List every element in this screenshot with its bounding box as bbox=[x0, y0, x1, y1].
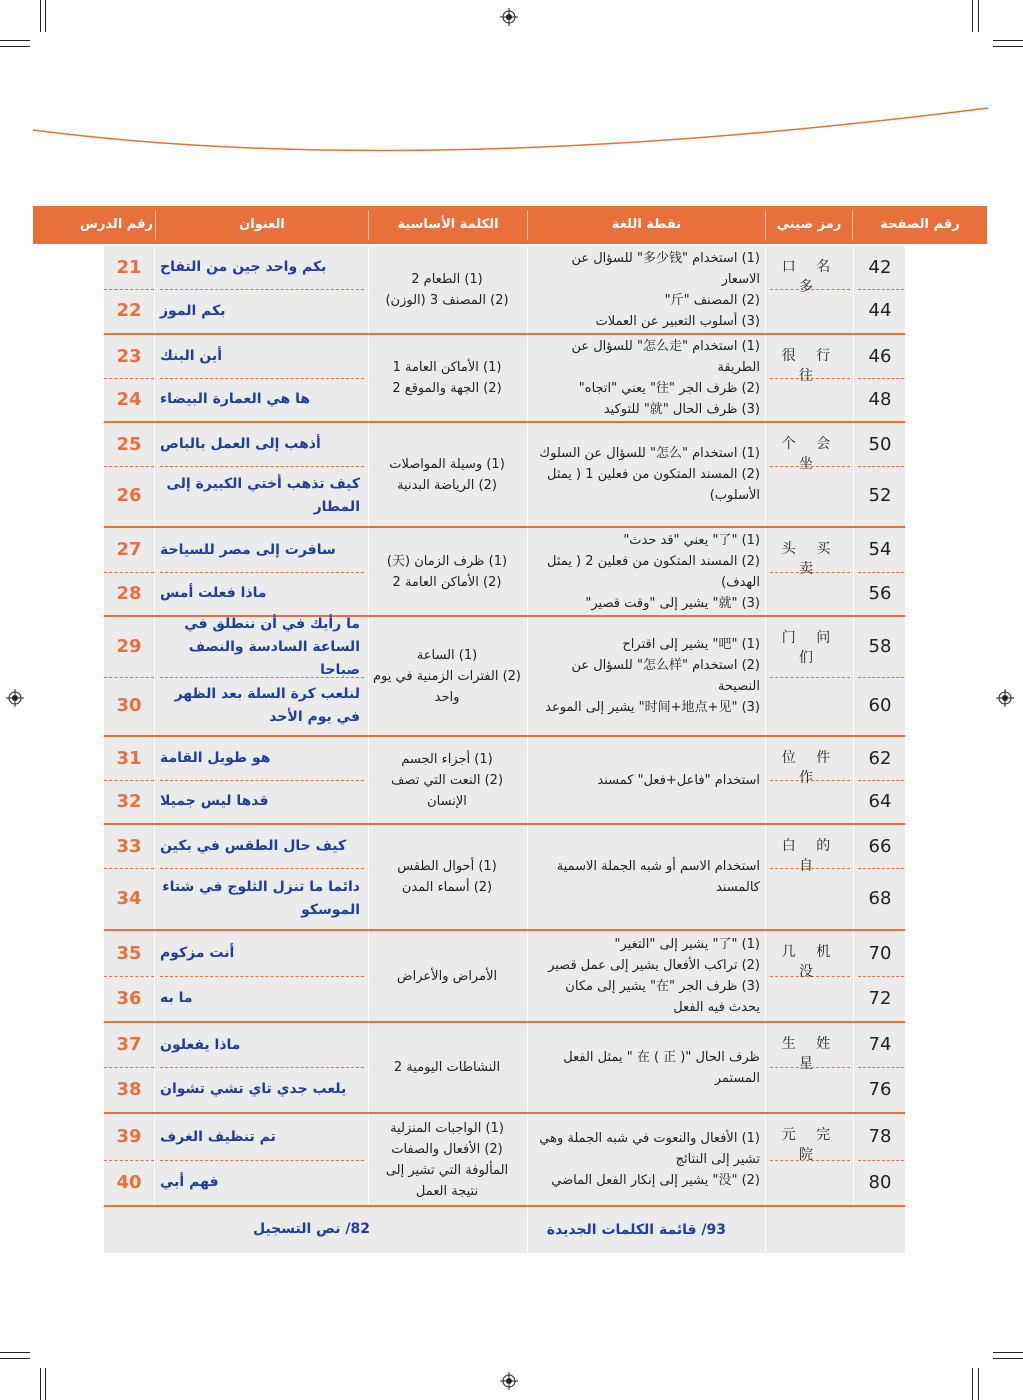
column-divider bbox=[527, 528, 528, 615]
footer-recording-text[interactable]: 82/ نص التسجيل bbox=[252, 1221, 370, 1237]
column-divider bbox=[527, 825, 528, 929]
lesson-number: 23 bbox=[116, 345, 142, 367]
lesson-title[interactable]: هو طويل القامة bbox=[160, 750, 271, 766]
keyword-cell: (1) وسيلة المواصلات (2) الرياضة البدنية bbox=[389, 456, 505, 493]
header-chinese: رمز صيني bbox=[776, 217, 842, 232]
lesson-title[interactable]: قدها ليس جميلا bbox=[160, 793, 269, 809]
column-divider bbox=[154, 1114, 155, 1205]
column-divider bbox=[154, 825, 155, 929]
lesson-title[interactable]: يلعب جدي تاي تشي تشوان bbox=[160, 1081, 347, 1097]
decorative-curve bbox=[0, 100, 1023, 170]
crop-mark bbox=[993, 46, 1023, 47]
column-divider bbox=[853, 423, 854, 526]
column-divider bbox=[368, 737, 369, 823]
lesson-title[interactable]: بكم الموز bbox=[160, 302, 226, 319]
page-number: 50 bbox=[868, 433, 892, 455]
crop-mark bbox=[993, 40, 1023, 41]
column-divider bbox=[154, 335, 155, 421]
column-divider bbox=[765, 737, 766, 823]
keyword-cell: الأمراض والأعراض bbox=[396, 968, 498, 984]
row-separator bbox=[858, 378, 904, 379]
column-divider bbox=[368, 931, 369, 1021]
row-separator bbox=[104, 289, 154, 290]
table-header bbox=[33, 206, 987, 244]
lesson-title[interactable]: ما به bbox=[160, 990, 193, 1006]
row-separator bbox=[858, 572, 904, 573]
column-divider bbox=[527, 1207, 528, 1253]
chinese-characters: 位 件 作 bbox=[781, 750, 839, 786]
registration-mark-icon bbox=[500, 8, 518, 26]
column-divider bbox=[154, 528, 155, 615]
row-separator bbox=[858, 1160, 904, 1161]
column-divider bbox=[154, 246, 155, 333]
lesson-title[interactable]: بكم واحد جين من التفاح bbox=[160, 259, 327, 275]
grammar-cell: (1) استخدام "怎么" للسؤال عن السلوك (2) المسند المتكون من فعلين 1 ( يمثل الأسلوب) bbox=[539, 446, 760, 503]
grammar-cell: (1) الأفعال والنعوت في شبه الجملة وهي تشير إلى النتائج (2) "没" يشير إلى إنكار الفعل الماضي bbox=[539, 1131, 760, 1188]
row-separator bbox=[104, 378, 154, 379]
page-number: 64 bbox=[868, 790, 892, 812]
crop-mark bbox=[45, 1368, 46, 1400]
column-divider bbox=[765, 1114, 766, 1205]
page-number: 80 bbox=[868, 1171, 892, 1193]
column-divider bbox=[765, 617, 766, 735]
row-separator bbox=[104, 466, 154, 467]
crop-mark bbox=[40, 0, 41, 32]
column-divider bbox=[368, 1023, 369, 1112]
header-keyword: الكلمة الأساسية bbox=[397, 217, 499, 232]
lesson-title[interactable]: ها هي العمارة البيضاء bbox=[160, 391, 311, 407]
column-divider bbox=[765, 931, 766, 1021]
header-title: العنوان bbox=[239, 217, 285, 232]
lesson-title[interactable]: أنت مزكوم bbox=[160, 945, 235, 961]
lesson-number: 37 bbox=[116, 1034, 142, 1055]
keyword-cell: (1) الساعة (2) الفترات الزمنية في يوم واحد bbox=[372, 647, 521, 705]
column-divider bbox=[853, 1114, 854, 1205]
column-divider bbox=[368, 825, 369, 929]
lesson-title[interactable]: سافرت إلى مصر للسياحة bbox=[160, 541, 336, 558]
column-divider bbox=[154, 1023, 155, 1112]
column-divider bbox=[765, 246, 766, 333]
grammar-cell: (1) "吧" يشير إلى اقتراح (2) استخدام "怎么样" للسؤال عن النصيحة (3) "时间+地点+见" يشير إلى الموعد bbox=[545, 637, 760, 715]
registration-mark-icon bbox=[500, 1372, 518, 1390]
lesson-title[interactable]: كيف حال الطقس في بكين bbox=[160, 838, 347, 854]
header-page: رقم الصفحة bbox=[880, 217, 960, 232]
column-divider bbox=[765, 1207, 766, 1253]
grammar-cell: (1) "了" يعني "قد حدث" (2) المسند المتكون من فعلين 2 ( يمثل الهدف) (3) "就" يشير إلى "وقت قصير" bbox=[547, 532, 760, 611]
keyword-cell: (1) ظرف الزمان (天) (2) الأماكن العامة 2 bbox=[386, 553, 508, 590]
row-separator bbox=[858, 1067, 904, 1068]
crop-mark bbox=[45, 0, 46, 32]
chinese-characters: 门 问 们 bbox=[781, 630, 839, 666]
column-divider bbox=[154, 423, 155, 526]
chinese-characters: 元 完 院 bbox=[781, 1127, 839, 1163]
lesson-number: 29 bbox=[116, 636, 142, 657]
header-lesson-no: رقم الدرس bbox=[80, 217, 153, 232]
lesson-number: 21 bbox=[116, 256, 142, 278]
column-divider bbox=[853, 528, 854, 615]
lesson-number: 35 bbox=[116, 942, 142, 964]
chinese-characters: 个 会 坐 bbox=[781, 436, 839, 472]
column-divider bbox=[765, 528, 766, 615]
lesson-title[interactable]: أين البنك bbox=[160, 348, 223, 364]
registration-mark-icon bbox=[6, 689, 24, 707]
lesson-title[interactable]: ما رأيك في أن ننطلق في الساعة السادسة والنصف صباحا bbox=[184, 615, 360, 678]
registration-mark-icon bbox=[996, 689, 1014, 707]
column-divider bbox=[154, 617, 155, 735]
row-separator bbox=[858, 976, 904, 977]
lesson-number: 39 bbox=[116, 1126, 142, 1147]
row-separator bbox=[104, 868, 154, 869]
lesson-number: 40 bbox=[116, 1171, 142, 1193]
lesson-title[interactable]: لنلعب كرة السلة بعد الظهر في يوم الأحد bbox=[174, 686, 360, 725]
chinese-characters: 很 行 往 bbox=[781, 348, 839, 384]
row-separator bbox=[104, 677, 154, 678]
lesson-title[interactable]: دائما ما تنزل الثلوج في شتاء الموسكو bbox=[162, 878, 360, 918]
row-separator bbox=[104, 572, 154, 573]
lesson-title[interactable]: فهم أبي bbox=[160, 1174, 219, 1190]
column-divider bbox=[765, 1023, 766, 1112]
keyword-cell: (1) الواجبات المنزلية (2) الأفعال والصفات المألوفة التي تشير إلى نتيجة العمل bbox=[385, 1120, 509, 1199]
lesson-number: 25 bbox=[116, 433, 142, 455]
page-number: 72 bbox=[868, 987, 892, 1009]
row-separator bbox=[858, 677, 904, 678]
column-divider bbox=[368, 617, 369, 735]
crop-mark bbox=[0, 1358, 30, 1359]
lesson-title[interactable]: تم تنظيف الغرف bbox=[160, 1128, 276, 1145]
lesson-title[interactable]: ماذا يفعلون bbox=[160, 1036, 241, 1053]
row-separator bbox=[858, 289, 904, 290]
row-separator bbox=[858, 780, 904, 781]
column-divider bbox=[154, 931, 155, 1021]
crop-mark bbox=[993, 1352, 1023, 1353]
column-divider bbox=[527, 423, 528, 526]
chinese-characters: 几 机 没 bbox=[781, 944, 839, 980]
crop-mark bbox=[0, 46, 30, 47]
chinese-characters: 口 名 多 bbox=[781, 259, 839, 295]
page-number: 66 bbox=[868, 835, 892, 857]
lesson-title[interactable]: ماذا فعلت أمس bbox=[160, 585, 267, 601]
crop-mark bbox=[978, 0, 979, 32]
page-number: 60 bbox=[868, 695, 892, 716]
column-divider bbox=[765, 825, 766, 929]
page-number: 58 bbox=[868, 636, 892, 657]
crop-mark bbox=[40, 1368, 41, 1400]
chinese-characters: 头 买 卖 bbox=[781, 541, 839, 577]
row-separator bbox=[104, 1067, 154, 1068]
page-number: 52 bbox=[868, 485, 892, 506]
lesson-number: 38 bbox=[116, 1078, 142, 1100]
keyword-cell: (1) أجزاء الجسم (2) النعت التي تصف الإنسان bbox=[390, 751, 504, 809]
column-divider bbox=[527, 246, 528, 333]
page-number: 68 bbox=[868, 887, 892, 909]
column-divider bbox=[853, 1023, 854, 1112]
page-number: 76 bbox=[868, 1078, 892, 1100]
page-number: 44 bbox=[868, 300, 892, 321]
lesson-title[interactable]: كيف تذهب أختي الكبيرة إلى المطار bbox=[166, 476, 360, 515]
lesson-title[interactable]: أذهب إلى العمل بالباص bbox=[160, 436, 321, 452]
header-grammar: نقطة اللغة bbox=[611, 217, 682, 232]
column-divider bbox=[765, 423, 766, 526]
lesson-number: 36 bbox=[116, 987, 142, 1009]
page-number: 78 bbox=[868, 1126, 892, 1147]
crop-mark bbox=[972, 0, 973, 32]
column-divider bbox=[853, 737, 854, 823]
crop-mark bbox=[978, 1368, 979, 1400]
page-number: 54 bbox=[868, 539, 892, 560]
column-divider bbox=[853, 617, 854, 735]
column-divider bbox=[154, 737, 155, 823]
keyword-cell: (1) الطعام 2 (2) المصنف 3 (الوزن) bbox=[385, 271, 509, 308]
column-divider bbox=[853, 931, 854, 1021]
lesson-number: 34 bbox=[116, 887, 142, 909]
column-divider bbox=[765, 335, 766, 421]
crop-mark bbox=[972, 1368, 973, 1400]
lesson-number: 24 bbox=[116, 388, 142, 410]
lesson-number: 30 bbox=[116, 695, 142, 716]
row-separator bbox=[104, 1160, 154, 1161]
page-number: 74 bbox=[868, 1034, 892, 1055]
grammar-cell: (1) استخدام "怎么走" للسؤال عن الطريقة (2) ظرف الجر "往" يعني "اتجاه" (3) ظرف الحال "就" للتوكيد bbox=[571, 339, 760, 417]
lesson-number: 32 bbox=[116, 790, 142, 812]
grammar-cell: ظرف الحال "在 ( 正 ) " يمثل الفعل المستمر bbox=[563, 1049, 760, 1086]
row-separator bbox=[104, 780, 154, 781]
chinese-characters: 白 的 自 bbox=[781, 838, 839, 874]
column-divider bbox=[853, 335, 854, 421]
lesson-number: 26 bbox=[116, 485, 142, 506]
column-divider bbox=[368, 423, 369, 526]
page-number: 42 bbox=[868, 256, 892, 278]
lesson-number: 22 bbox=[116, 300, 142, 321]
footer-word-list[interactable]: 93/ قائمة الكلمات الجديدة bbox=[546, 1222, 726, 1238]
grammar-cell: استخدام الاسم أو شبه الجملة الاسمية كالمسند bbox=[556, 859, 760, 895]
page-number: 46 bbox=[868, 345, 892, 367]
column-divider bbox=[527, 737, 528, 823]
row-separator bbox=[104, 976, 154, 977]
crop-mark bbox=[0, 1352, 30, 1353]
lesson-number: 27 bbox=[116, 539, 142, 560]
row-separator bbox=[858, 466, 904, 467]
column-divider bbox=[853, 825, 854, 929]
page-number: 48 bbox=[868, 388, 892, 410]
keyword-cell: (1) الأماكن العامة 1 (2) الجهة والموقع 2 bbox=[392, 360, 502, 396]
column-divider bbox=[527, 335, 528, 421]
keyword-cell: النشاطات اليومية 2 bbox=[393, 1060, 501, 1075]
lesson-number: 28 bbox=[116, 582, 142, 604]
crop-mark bbox=[993, 1358, 1023, 1359]
column-divider bbox=[527, 1023, 528, 1112]
page-number: 70 bbox=[868, 942, 892, 964]
page-number: 62 bbox=[868, 747, 892, 769]
column-divider bbox=[368, 1114, 369, 1205]
column-divider bbox=[368, 528, 369, 615]
column-divider bbox=[527, 931, 528, 1021]
grammar-cell: (1) "了" يشير إلى "التغير" (2) تراكب الأفعال يشير إلى عمل قصير (3) ظرف الجر "在" يشير إلى مكان يحدث فيه الفعل bbox=[548, 937, 760, 1015]
row-separator bbox=[770, 677, 850, 678]
grammar-cell: استخدام "فاعل+فعل" كمسند bbox=[597, 772, 760, 788]
keyword-cell: (1) أحوال الطقس (2) أسماء المدن bbox=[397, 859, 497, 895]
page-number: 56 bbox=[868, 582, 892, 604]
lesson-number: 33 bbox=[116, 835, 142, 857]
column-divider bbox=[853, 246, 854, 333]
grammar-cell: (1) استخدام "多少钱" للسؤال عن الاسعار (2) المصنف "斤" (3) أسلوب التعبير عن العملات bbox=[571, 250, 760, 329]
column-divider bbox=[527, 617, 528, 735]
crop-mark bbox=[0, 40, 30, 41]
column-divider bbox=[368, 335, 369, 421]
lesson-number: 31 bbox=[116, 747, 142, 769]
chinese-characters: 生 姓 星 bbox=[781, 1036, 839, 1072]
row-separator bbox=[858, 868, 904, 869]
column-divider bbox=[527, 1114, 528, 1205]
column-divider bbox=[368, 246, 369, 333]
